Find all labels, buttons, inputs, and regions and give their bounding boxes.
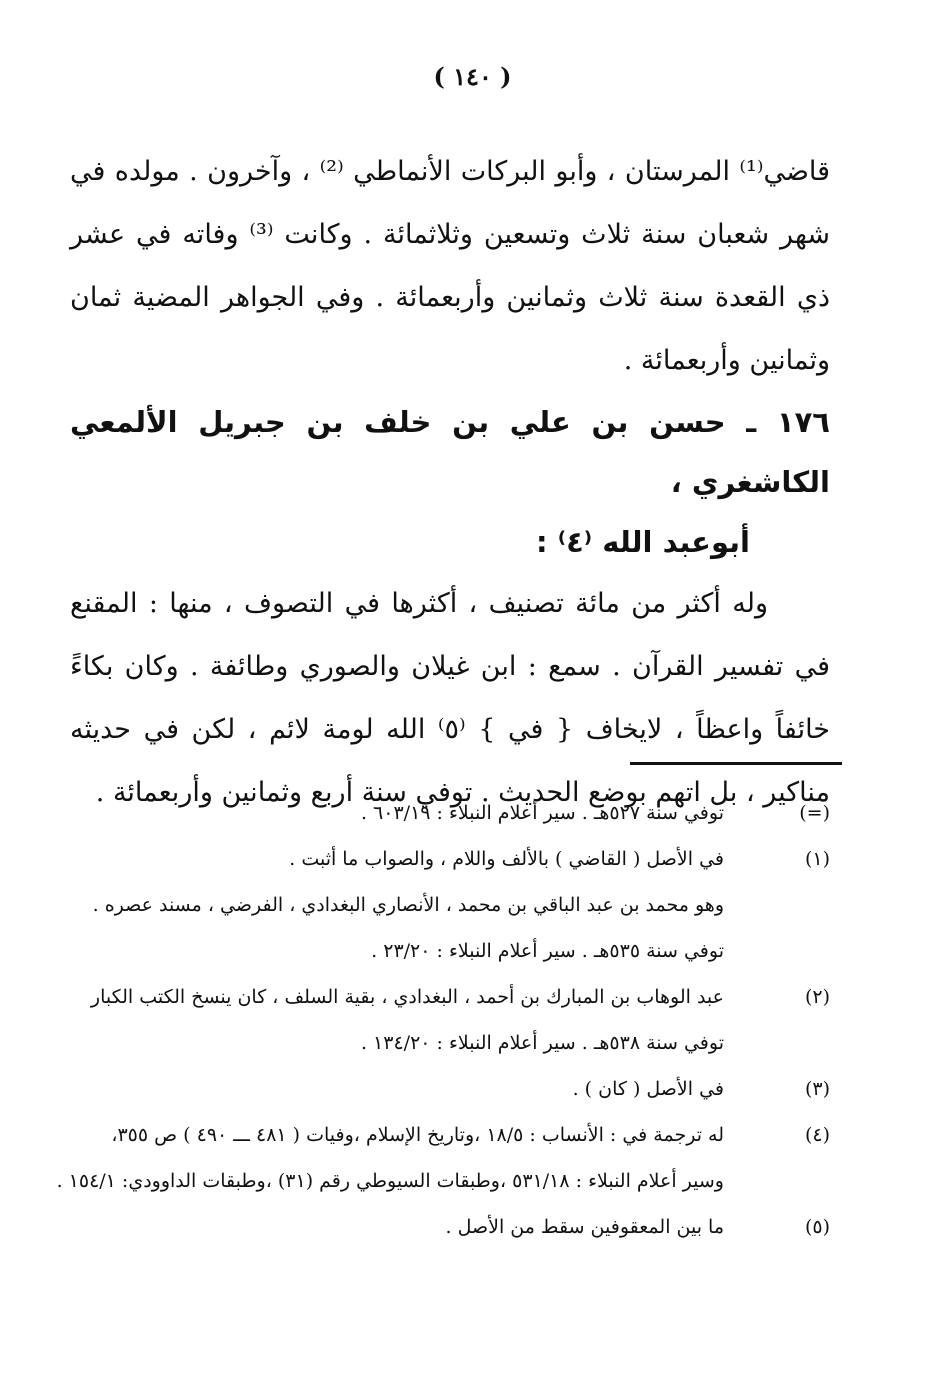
footnote [56, 1112, 830, 1204]
entry-heading-name: ١٧٦ ـ حسن بن علي بن خلف بن جبريل الألمعي الكاشغري ، [70, 405, 830, 499]
footnote-mark: (٢) [804, 986, 830, 1008]
paragraph-biography-end: قاضي⁽¹⁾ المرستان ، وأبو البركات الأنماطي ⁽²⁾ ، وآخرون . مولده في شهر شعبان سنة ثلاث وتسعين وثلاثمائة . وكانت ⁽³⁾ وفاته في عشر ذي القعدة سنة ثلاث وثمانين وأربعمائة . وفي الجواهر المضية ثمان وثمانين وأربعمائة . [70, 156, 831, 376]
footnote-line: توفي سنة ٥٢٧هـ . سير أعلام النبلاء : ٦٠٣/١٩ . [360, 802, 724, 824]
footnote-line: توفي سنة ٥٣٥هـ . سير أعلام النبلاء : ٢٣/٢٠ . [371, 940, 724, 962]
entry-heading-kunya: أبوعبد الله ⁽٤⁾ : [536, 525, 750, 559]
footnote [60, 836, 830, 974]
entry-heading [70, 392, 830, 572]
footnote-line: عبد الوهاب بن المبارك بن أحمد ، البغدادي ، بقية السلف ، كان ينسخ الكتب الكبار [90, 986, 724, 1008]
footnote-separator [630, 762, 842, 765]
footnote [60, 1204, 830, 1250]
footnote-mark: (٥) [804, 1216, 830, 1238]
footnote-line: في الأصل ( كان ) . [572, 1078, 724, 1100]
footnote-line: ما بين المعقوفين سقط من الأصل . [445, 1216, 724, 1238]
footnote [60, 974, 830, 1066]
footnote-mark: (١) [804, 848, 830, 870]
main-text [70, 140, 830, 824]
footnote [60, 1066, 830, 1112]
footnote [60, 790, 830, 836]
footnote-mark: (٣) [804, 1078, 830, 1100]
paragraph-entry-body: وله أكثر من مائة تصنيف ، أكثرها في التصوف ، منها : المقنع في تفسير القرآن . سمع : ابن غيلان والصوري وطائفة . وكان بكاءً خائفاً واعظاً ، لايخاف { في } ⁽٥⁾ الله لومة لائم ، لكن في حديثه مناكير ، بل اتهم بوضع الحديث . توفي سنة أربع وثمانين وأربعمائة . [70, 588, 830, 808]
footnote-line: في الأصل ( القاضي ) بالألف واللام ، والصواب ما أثبت . [289, 848, 724, 870]
footnote-line: له ترجمة في : الأنساب : ١٨/٥ ،وتاريخ الإسلام ،وفيات ( ٤٨١ ـــ ٤٩٠ ) ص ٣٥٥، [111, 1124, 724, 1146]
footnote-line: توفي سنة ٥٣٨هـ . سير أعلام النبلاء : ١٣٤/٢٠ . [360, 1032, 724, 1054]
footnote-mark: (=) [799, 802, 830, 824]
footnote-line: وسير أعلام النبلاء : ٥٣١/١٨ ،وطبقات السيوطي رقم (٣١) ،وطبقات الداوودي: ١٥٤/١ . [56, 1170, 724, 1192]
page-number: ( ١٤٠ ) [433, 62, 512, 91]
footnote-mark: (٤) [804, 1124, 830, 1146]
footnotes [56, 790, 830, 1250]
footnote-line: وهو محمد بن عبد الباقي بن محمد ، الأنصاري البغدادي ، الفرضي ، مسند عصره . [92, 894, 724, 916]
